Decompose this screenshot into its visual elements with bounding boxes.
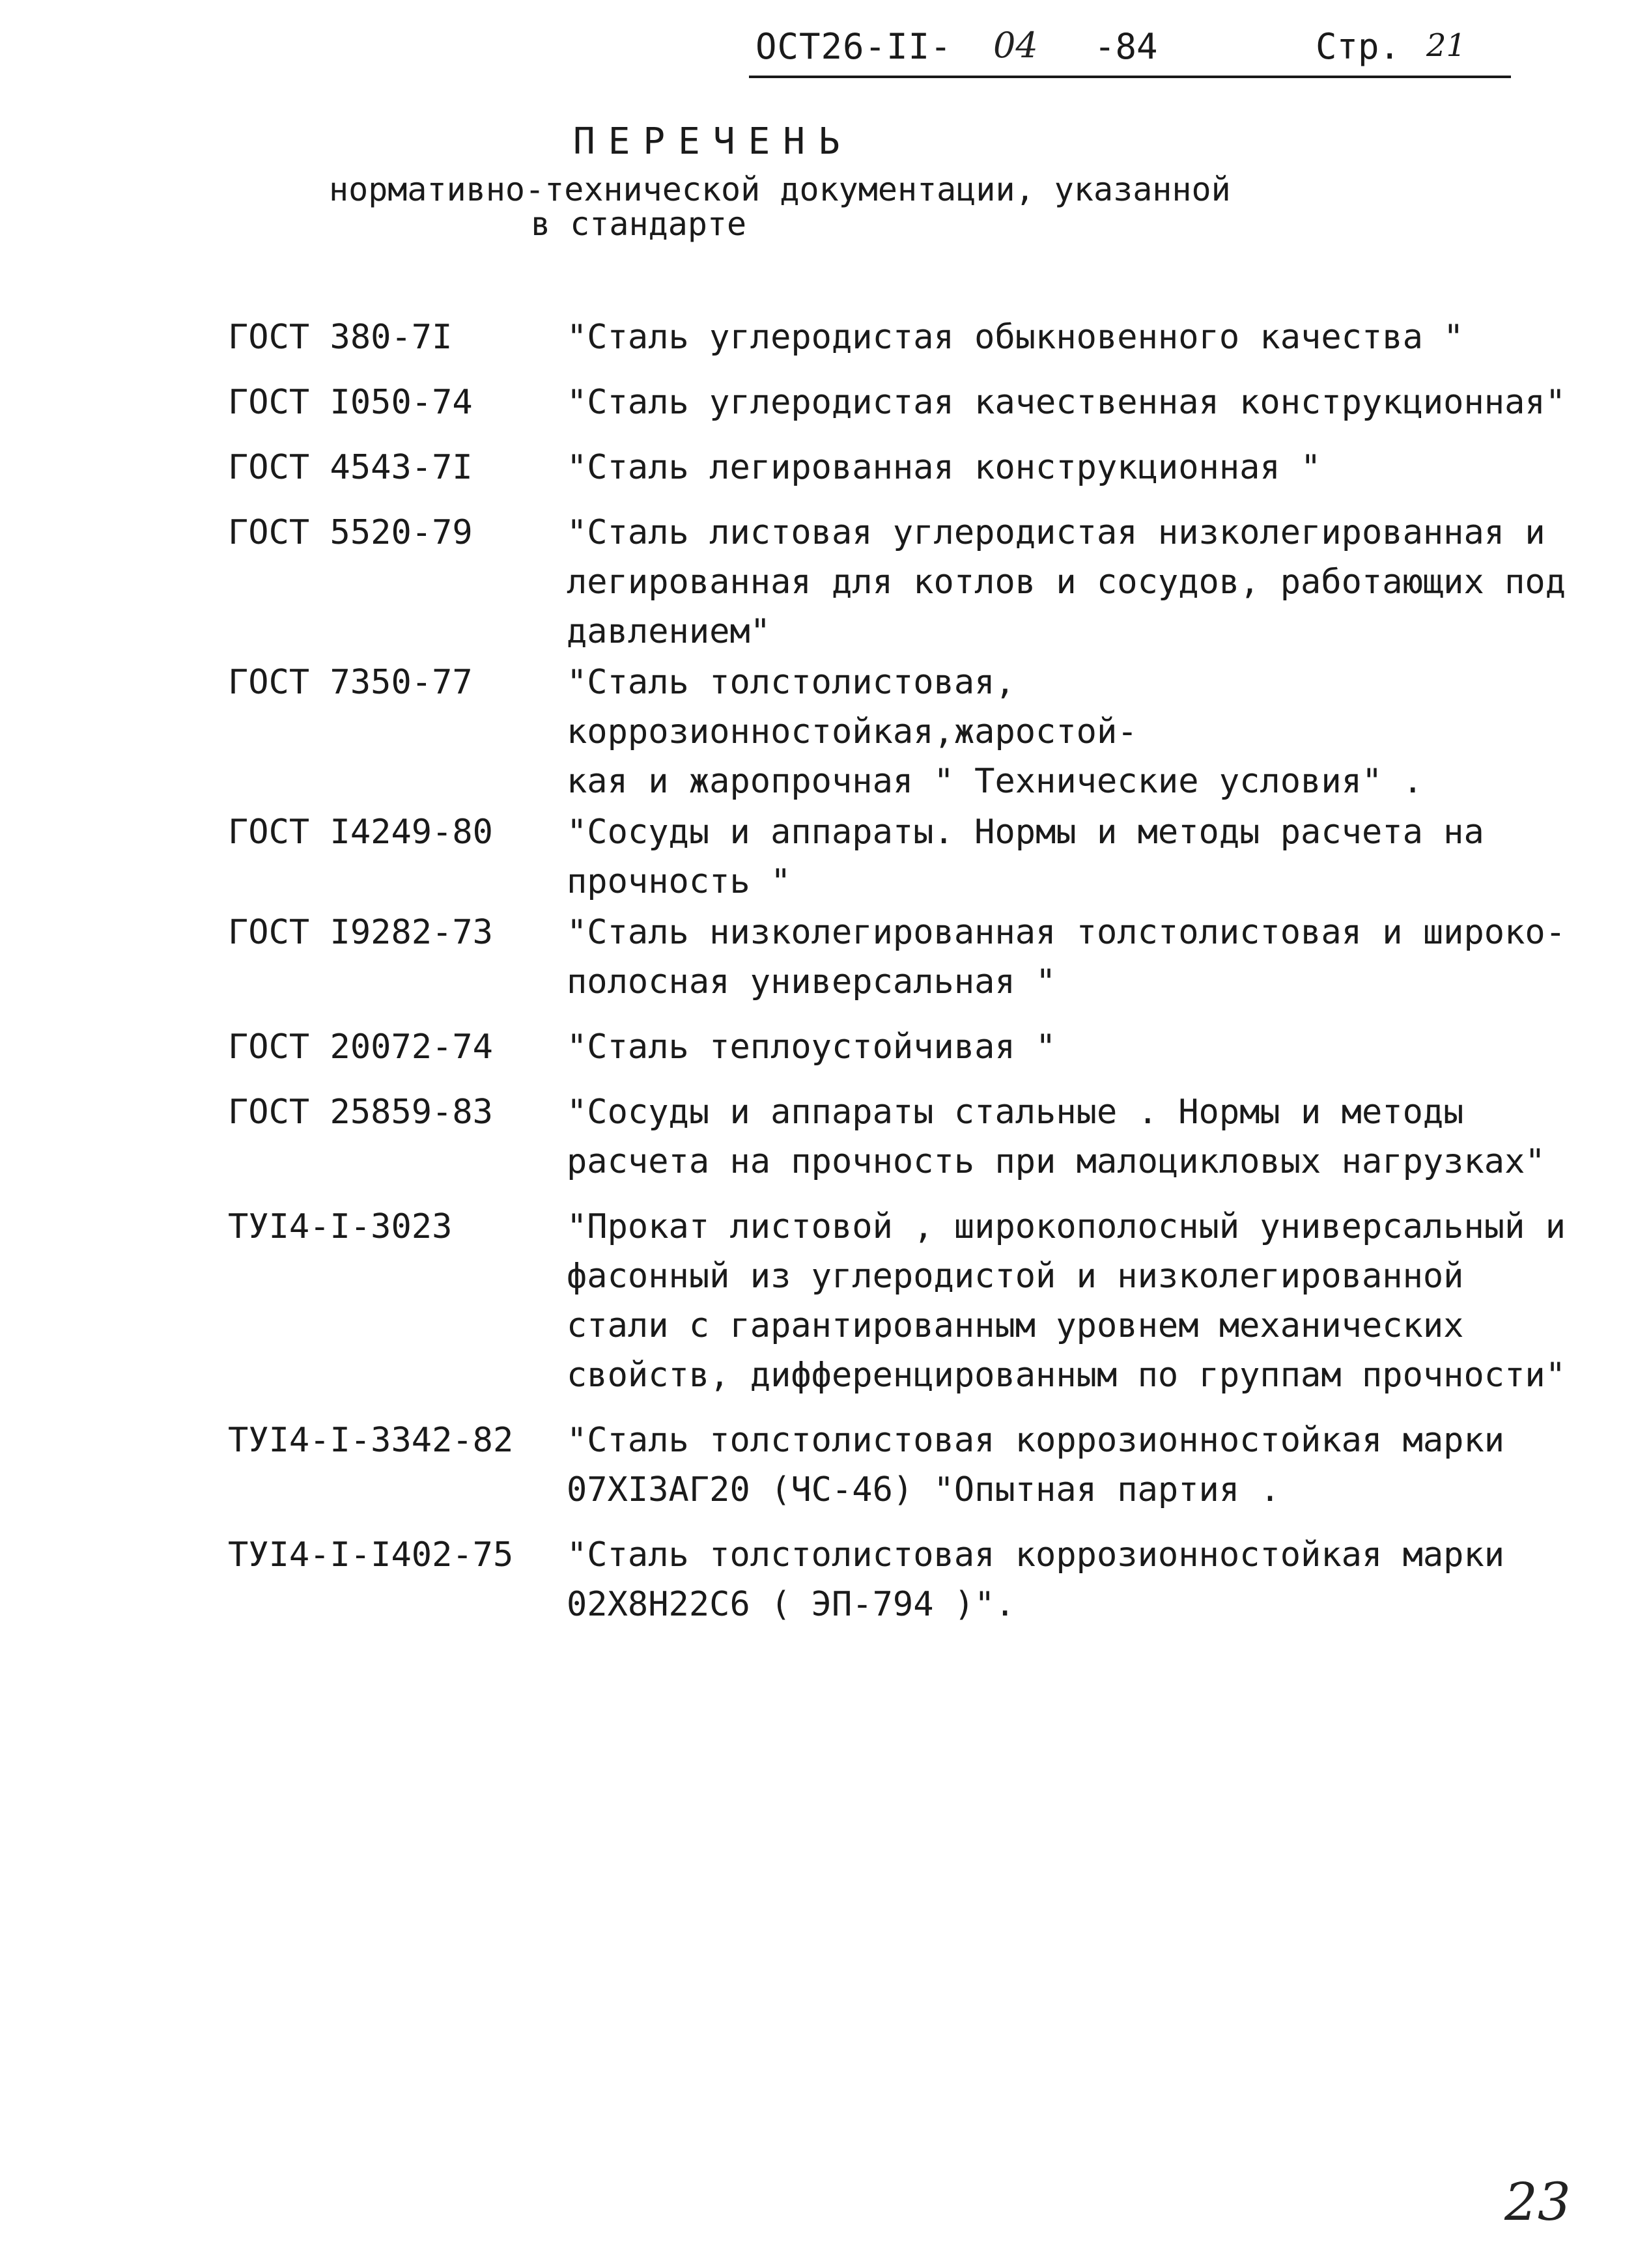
document-title: "Сталь толстолистовая коррозионностойкая марки 02X8Н22С6 ( ЭП-794 )". bbox=[567, 1535, 1505, 1624]
document-code: ГОСТ 5520-79 bbox=[228, 513, 473, 552]
document-code: ГОСТ 4543-7I bbox=[228, 448, 473, 487]
page-number-handwritten: 21 bbox=[1426, 27, 1467, 64]
document-code: ТУI4-I-3342-82 bbox=[228, 1421, 514, 1460]
header-rule bbox=[749, 76, 1511, 78]
document-row bbox=[228, 1530, 1602, 1629]
document-code: ГОСТ I4249-80 bbox=[228, 813, 493, 852]
subtitle-line-2: в стандарте bbox=[531, 205, 747, 243]
document-code: ГОСТ 20072-74 bbox=[228, 1028, 493, 1067]
document-title: "Сосуды и аппараты. Нормы и методы расчета на прочность " bbox=[567, 813, 1484, 901]
document-row bbox=[228, 1087, 1602, 1186]
page-header bbox=[749, 26, 1511, 78]
page-label: Стр. bbox=[1316, 26, 1401, 67]
document-code: ГОСТ I050-74 bbox=[228, 383, 473, 422]
sheet-number-handwritten: 23 bbox=[1504, 2172, 1571, 2232]
standard-year: -84 bbox=[1094, 26, 1158, 67]
document-code: ТУI4-I-3023 bbox=[228, 1207, 453, 1246]
document-row bbox=[228, 1416, 1602, 1515]
document-code: ГОСТ 380-7I bbox=[228, 318, 453, 357]
document-title: "Сталь легированная конструкционная " bbox=[567, 448, 1321, 487]
document-row bbox=[228, 807, 1602, 906]
document-code: ГОСТ 25859-83 bbox=[228, 1093, 493, 1132]
document-row bbox=[228, 1202, 1602, 1400]
document-title: "Сталь теплоустойчивая " bbox=[567, 1028, 1056, 1067]
document-title: "Сталь углеродистая качественная конструкционная" bbox=[567, 383, 1566, 422]
document-row bbox=[228, 378, 1602, 427]
standard-number-handwritten: 04 bbox=[993, 25, 1038, 66]
document-row bbox=[228, 443, 1602, 492]
document-title: "Сталь низколегированная толстолистовая и широко- полосная универсальная " bbox=[567, 913, 1566, 1001]
document-row bbox=[228, 658, 1602, 806]
document-row bbox=[228, 1022, 1602, 1072]
document-code: ГОСТ I9282-73 bbox=[228, 913, 493, 952]
document-row bbox=[228, 908, 1602, 1007]
subtitle-line-1: нормативно-технической документации, указанной bbox=[329, 171, 1231, 208]
document-list bbox=[228, 313, 1602, 1629]
document-title: "Сталь толстолистовая коррозионностойкая марки 07XI3АГ20 (ЧС-46) "Опытная партия . bbox=[567, 1421, 1505, 1509]
page-title: ПЕРЕЧЕНЬ bbox=[573, 120, 853, 163]
document-title: "Прокат листовой , широкополосный универсальный и фасонный из углеродистой и низколегированной стали с гарантированным уровнем механических свойств, дифференцированным по группам прочности" bbox=[567, 1207, 1566, 1395]
document-code: ТУI4-I-I402-75 bbox=[228, 1535, 514, 1575]
document-code: ГОСТ 7350-77 bbox=[228, 663, 473, 702]
document-row bbox=[228, 313, 1602, 362]
document-title: "Сталь листовая углеродистая низколегированная и легированная для котлов и сосудов, работающих под давлением" bbox=[567, 513, 1566, 651]
document-row bbox=[228, 508, 1602, 656]
document-title: "Сталь углеродистая обыкновенного качества " bbox=[567, 318, 1464, 357]
standard-prefix: ОСТ26-II- bbox=[755, 26, 952, 67]
document-title: "Сосуды и аппараты стальные . Нормы и методы расчета на прочность при малоцикловых нагрузках" bbox=[567, 1093, 1545, 1181]
document-title: "Сталь толстолистовая, коррозионностойкая,жаростой- кая и жаропрочная " Технические условия" . bbox=[567, 663, 1423, 801]
